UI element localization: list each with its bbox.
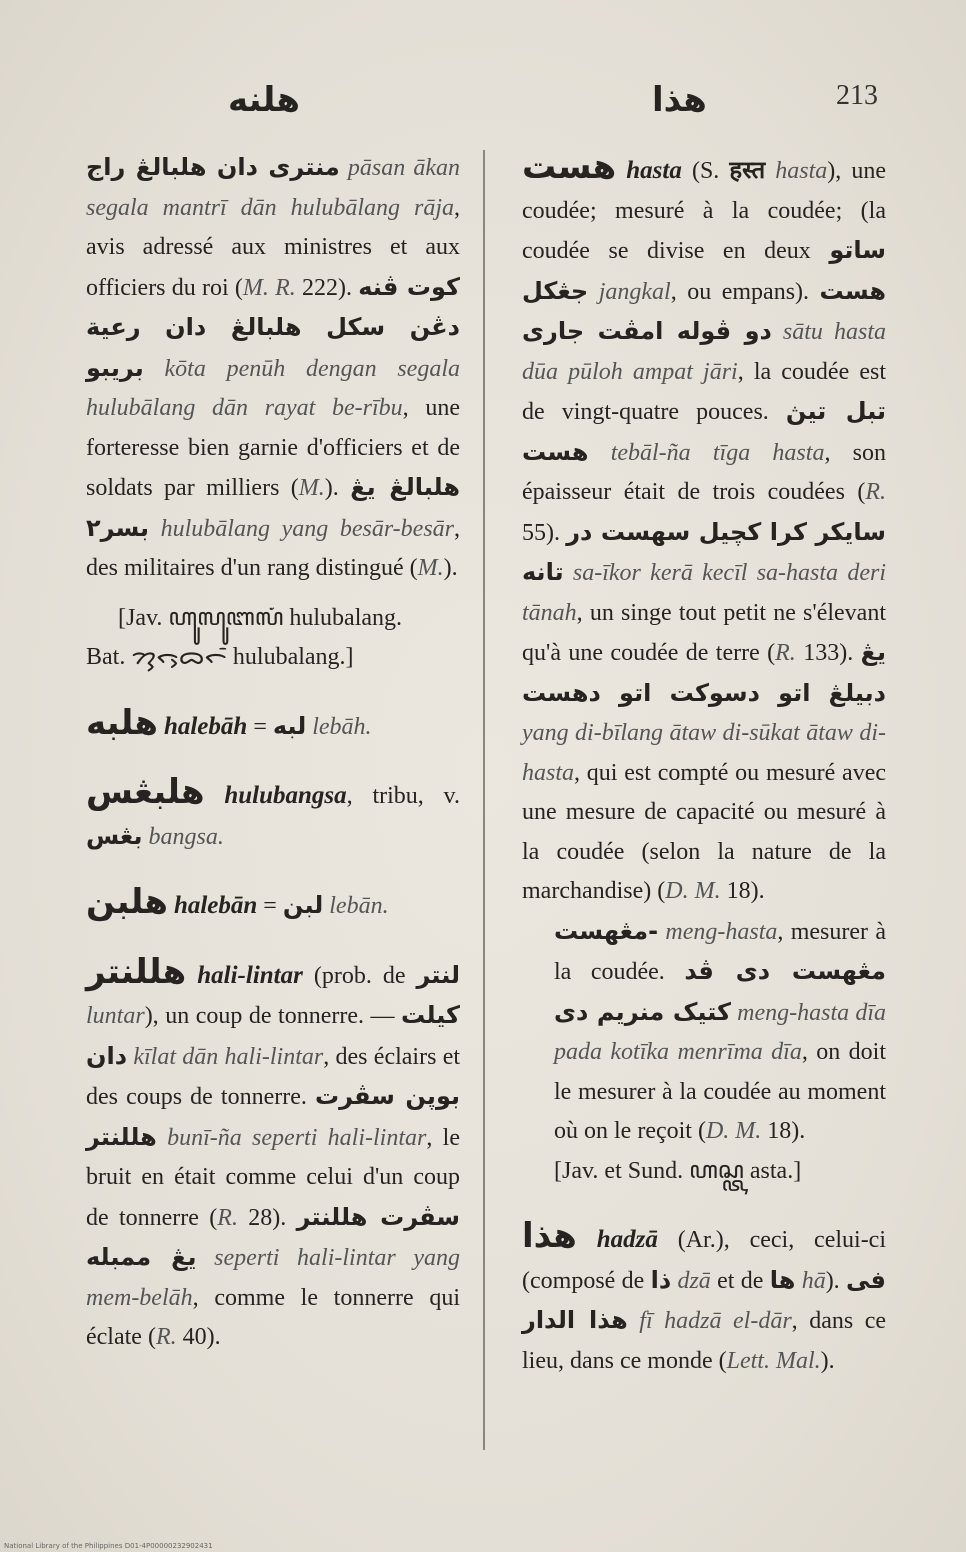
- transliteration: hasta: [775, 158, 828, 184]
- transliteration: fī hadzā el-dār: [639, 1308, 792, 1334]
- transliteration: yang di-bīlang ātaw di-sūkat ātaw di-hasta: [522, 720, 886, 786]
- definition-text: , comme le tonnerre qui éclate (: [86, 1284, 460, 1350]
- entry-hadza: [522, 1217, 886, 1381]
- headword-arabic: هست: [522, 147, 617, 187]
- transliteration: seperti hali-lintar yang mem-belāh: [86, 1245, 460, 1311]
- entry-hali-lintar: [86, 953, 460, 1358]
- definition-text: (prob. de: [302, 962, 417, 989]
- definition-text: 222).: [295, 274, 352, 301]
- definition-text: et de: [710, 1267, 770, 1294]
- source-ref: R.: [155, 1324, 177, 1350]
- right-running-head: هذا: [652, 80, 707, 120]
- source-ref: D. M.: [705, 1118, 762, 1144]
- arabic-text: ذا: [650, 1265, 672, 1294]
- source-ref: M.: [417, 555, 444, 581]
- headword-arabic: هللنتر: [86, 951, 187, 992]
- arabic-text: سڤرت هللنتر يڠ ممبله: [86, 1202, 460, 1271]
- source-ref: R.: [865, 479, 886, 505]
- transliteration: pāsan ākan segala mantrī dān hulubālang rāja: [86, 155, 461, 221]
- definition-text: , une forteresse bien garnie d'officiers et de soldats par milliers (: [86, 395, 460, 501]
- arabic-text: لبن: [282, 891, 324, 919]
- headword: halebān: [173, 892, 258, 919]
- arabic-text: هلبالڠ يڠ بسر٢: [86, 473, 460, 542]
- left-running-head: هلنه: [228, 80, 300, 120]
- source-ref: M. R.: [242, 274, 296, 301]
- transliteration: lebān.: [329, 893, 389, 919]
- column-divider: [483, 150, 485, 1450]
- definition-text: 133).: [795, 640, 854, 666]
- arabic-text: هست دو ڤوله امڤت جاری: [522, 276, 886, 345]
- definition-text: , des militaires d'un rang distingué (: [86, 515, 461, 581]
- transliteration: hulubālang yang besār-besār: [160, 515, 455, 542]
- definition-text: , un singe tout petit ne s'élevant qu'à une coudée de terre (: [522, 599, 886, 666]
- definition-text: (Ar.), ceci, celui-ci (composé de: [522, 1227, 887, 1294]
- entry-hulubalang-continued: [86, 148, 460, 589]
- transliteration: sātu hasta dūa pūloh ampat jāri: [522, 319, 886, 385]
- source-ref: D. M.: [665, 878, 721, 904]
- transliteration: meng-hasta dīa pada kotīka menrīma dīa: [554, 999, 886, 1065]
- transliteration: meng-hasta: [665, 918, 778, 945]
- transliteration: lebāh.: [312, 713, 372, 740]
- source-ref: R.: [217, 1204, 238, 1231]
- definition-text: , son épaisseur était de trois coudées (: [522, 439, 887, 505]
- definition-text: , des éclairs et des coups de tonnerre.: [86, 1043, 461, 1110]
- definition-text: ).: [825, 1267, 840, 1294]
- arabic-text: منترى دان هلبالڠ راج: [86, 153, 340, 181]
- entry-halebah: [86, 704, 460, 748]
- arabic-text: بڠس: [86, 821, 143, 850]
- headword-arabic: هلبه: [86, 702, 158, 743]
- cognate-javanese: [Jav. ꦲꦸꦭꦸꦧꦭꦁ hulubalang.: [118, 604, 403, 631]
- headword: halebāh: [163, 712, 248, 740]
- definition-text: , la coudée est de vingt-quatre pouces.: [522, 358, 887, 425]
- definition-text: 18).: [720, 878, 765, 904]
- definition-text: ).: [820, 1347, 835, 1374]
- sub-entry-meng-hasta: [522, 912, 886, 1152]
- transliteration: bunī-ña seperti hali-lintar: [167, 1124, 427, 1151]
- arabic-text: كوت ڤنه دڠن سکل هلبالڠ دان رعية بريبو: [86, 272, 461, 382]
- arabic-text: لبه: [272, 711, 307, 740]
- definition-text: , dans ce lieu, dans ce monde (: [522, 1308, 887, 1374]
- source-ref: R.: [775, 640, 796, 666]
- arabic-text: ساتو جڠکل: [522, 236, 886, 305]
- cognate-javanese-sundanese: [Jav. et Sund. ꦲꦱ꧀ꦠ asta.]: [554, 1157, 802, 1184]
- transliteration: bangsa.: [148, 823, 224, 850]
- definition-text: , ou empans).: [670, 278, 810, 305]
- arabic-text: فى هذا الدار: [522, 1265, 886, 1334]
- equals-sign: =: [263, 893, 277, 919]
- cognate-note: [522, 1152, 886, 1192]
- source-ref: Lett. Mal.: [726, 1347, 821, 1374]
- transliteration: kōta penūh dengan segala hulubālang dān rayat be-rību: [86, 355, 460, 421]
- arabic-text: سايکر کرا کچيل سهست در تانه: [522, 517, 886, 586]
- definition-text: (S.: [681, 158, 730, 184]
- transliteration: jangkal: [598, 278, 671, 305]
- page-number: 213: [836, 80, 878, 111]
- entry-haleban: [86, 883, 460, 927]
- arabic-text: يڠ دبيلڠ اتو دسوکت اتو دهست: [522, 638, 886, 707]
- sanskrit-text: हस्त: [729, 156, 766, 184]
- definition-text: ).: [443, 555, 458, 581]
- transliteration: hā: [801, 1267, 826, 1294]
- transliteration: dzā: [677, 1267, 711, 1294]
- scan-footer: National Library of the Philippines D01-4P00000232902431: [4, 1542, 213, 1550]
- right-column: [522, 148, 886, 1381]
- arabic-text: مڠهست دی ڤد کتيک منريم دی: [554, 957, 887, 1026]
- headword: hadzā: [596, 1226, 658, 1253]
- definition-text: 28).: [237, 1204, 287, 1231]
- entry-hasta: [522, 148, 886, 912]
- definition-text: , le bruit en était comme celui d'un coup de tonnerre (: [86, 1124, 460, 1231]
- arabic-text: لنتر: [416, 960, 461, 989]
- definition-text: ), une coudée; mesuré à la coudée; (la coudée se divise en deux: [522, 158, 887, 264]
- headword-arabic: هلبن: [86, 882, 168, 922]
- transliteration: tebāl-ña tīga hasta: [610, 439, 825, 466]
- headword-arabic: هلبڠس: [86, 772, 205, 812]
- source-ref: M.: [298, 475, 325, 501]
- transliteration: sa-īkor kerā kecīl sa-hasta deri tānah: [522, 560, 886, 626]
- equals-sign: =: [253, 713, 267, 740]
- definition-text: , tribu, v.: [346, 783, 460, 809]
- arabic-text: ها: [769, 1265, 796, 1294]
- definition-text: 40).: [176, 1324, 221, 1350]
- definition-text: , on doit le mesurer à la coudée au moment où on le reçoit (: [554, 1039, 886, 1144]
- definition-text: ), un coup de tonnerre. —: [144, 1003, 395, 1029]
- definition-text: , mesurer à la coudée.: [554, 918, 887, 985]
- left-column: [86, 148, 460, 1358]
- definition-text: , qui est compté ou mesuré avec une mesure de capacité ou mesuré à la coudée (selon la nature de la marchandise) (: [522, 759, 886, 904]
- headword: hasta: [626, 157, 682, 184]
- definition-text: , avis adressé aux ministres et aux officiers du roi (: [86, 194, 460, 301]
- arabic-text: تبل تيڽ هست: [522, 397, 886, 466]
- headword-arabic: هذا: [522, 1216, 577, 1256]
- headword: hali-lintar: [197, 961, 303, 989]
- transliteration: kīlat dān hali-lintar: [133, 1043, 324, 1070]
- headword: hulubangsa: [224, 782, 347, 809]
- transliteration: luntar: [86, 1003, 145, 1029]
- entry-hulubangsa: [86, 773, 460, 857]
- arabic-text: بوپن سڤرت هللنتر: [86, 1082, 461, 1151]
- definition-text: 55).: [522, 519, 560, 546]
- arabic-text: کيلت دان: [86, 1001, 460, 1070]
- cognate-batak: Bat. ᯂᯮᯞᯮᯅᯞᯰ hulubalang.]: [86, 644, 354, 670]
- arabic-text: -مڠهست: [554, 916, 659, 945]
- definition-text: 18).: [761, 1118, 806, 1144]
- cognate-note: [86, 599, 460, 639]
- definition-text: ).: [324, 475, 339, 501]
- cognate-note: [86, 638, 460, 678]
